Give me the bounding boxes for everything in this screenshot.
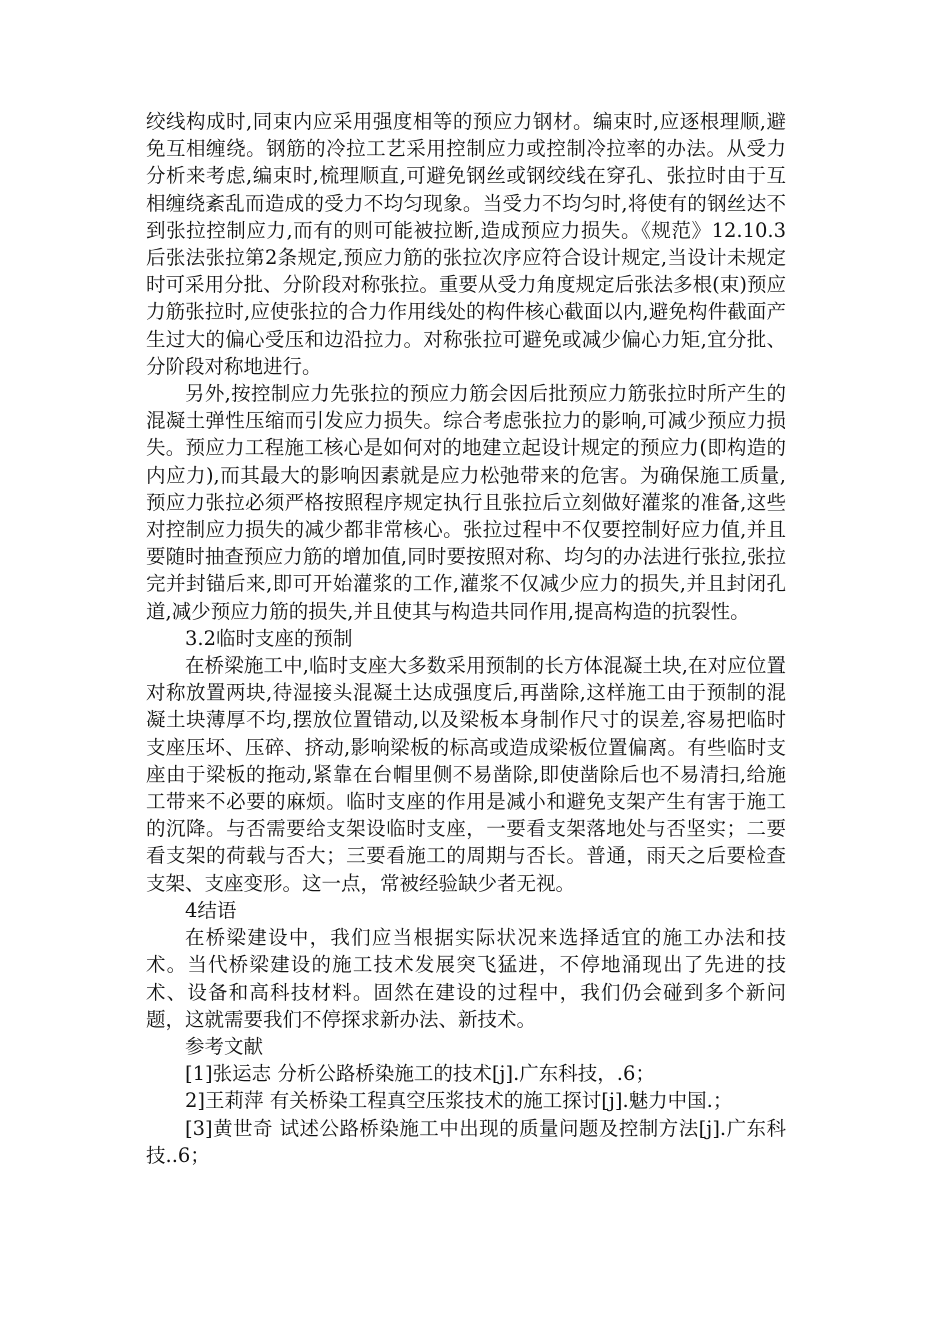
section-heading-temporary-support: 3.2临时支座的预制 [185,626,353,650]
reference-item: 2]王莉萍 有关桥染工程真空压浆技术的施工探讨[j].魅力中国.； [185,1089,733,1113]
body-paragraph-continued: 绞线构成时,同束内应采用强度相等的预应力钢材。编束时,应逐根理顺,避免互相缠绕。钢筋的冷拉工艺采用控制应力或控制冷拉率的办法。从受力分析来考虑,编束时,梳理顺直,可避免钢丝或钢绞线在穿孔、张拉时由于互相缠绕紊乱而造成的受力不均匀现象。当受力不均匀时,将使有的钢丝达不到张拉控制应力,而有的则可能被拉断,造成预应力损失。《规范》12.10.3后张法张拉第2条规定,预应力筋的张拉次序应符合设计规定,当设计未规定时可采用分批、分阶段对称张拉。重要从受力角度规定后张法多根(束)预应力筋张拉时,应使张拉的合力作用线处的构件核心截面以内,避免构件截面产生过大的偏心受压和边沿拉力。对称张拉可避免或减少偏心力矩,宜分批、分阶段对称地进行。 [146,110,786,378]
body-paragraph-temporary-support: 在桥梁施工中,临时支座大多数采用预制的长方体混凝土块,在对应位置对称放置两块,待湿接头混凝土达成强度后,再凿除,这样施工由于预制的混凝土块薄厚不均,摆放位置错动,以及梁板本身制作尺寸的误差,容易把临时支座压坏、压碎、挤动,影响梁板的标高或造成梁板位置偏离。有些临时支座由于梁板的拖动,紧靠在台帽里侧不易凿除,即使凿除后也不易清扫,给施工带来不必要的麻烦。临时支座的作用是减小和避免支架产生有害于施工的沉降。与否需要给支架设临时支座，一要看支架落地处与否坚实；二要看支架的荷载与否大；三要看施工的周期与否长。普通，雨天之后要检查支架、支座变形。这一点，常被经验缺少者无视。 [146,654,786,895]
document-page [146,108,786,1169]
references-title: 参考文献 [185,1034,264,1058]
reference-item: [1]张运志 分析公路桥染施工的技术[j].广东科技，.6； [185,1062,655,1086]
reference-item: [3]黄世奇 试述公路桥染施工中出现的质量问题及控制方法[j].广东科技..6； [146,1116,786,1167]
body-paragraph-conclusion: 在桥梁建设中，我们应当根据实际状况来选择适宜的施工办法和技术。当代桥梁建设的施工技术发展突飞猛进，不停地涌现出了先进的技术、设备和高科技材料。固然在建设的过程中，我们仍会碰到多个新问题，这就需要我们不停探求新办法、新技术。 [146,926,786,1031]
section-heading-conclusion: 4结语 [185,898,237,922]
body-paragraph-prestress-loss: 另外,按控制应力先张拉的预应力筋会因后批预应力筋张拉时所产生的混凝土弹性压缩而引发应力损失。综合考虑张拉力的影响,可减少预应力损失。预应力工程施工核心是如何对的地建立起设计规定的预应力(即构造的内应力),而其最大的影响因素就是应力松弛带来的危害。为确保施工质量,预应力张拉必须严格按照程序规定执行且张拉后立刻做好灌浆的准备,这些对控制应力损失的减少都非常核心。张拉过程中不仅要控制好应力值,并且要随时抽查预应力筋的增加值,同时要按照对称、均匀的办法进行张拉,张拉完并封锚后来,即可开始灌浆的工作,灌浆不仅减少应力的损失,并且封闭孔道,减少预应力筋的损失,并且使其与构造共同作用,提高构造的抗裂性。 [146,382,786,623]
